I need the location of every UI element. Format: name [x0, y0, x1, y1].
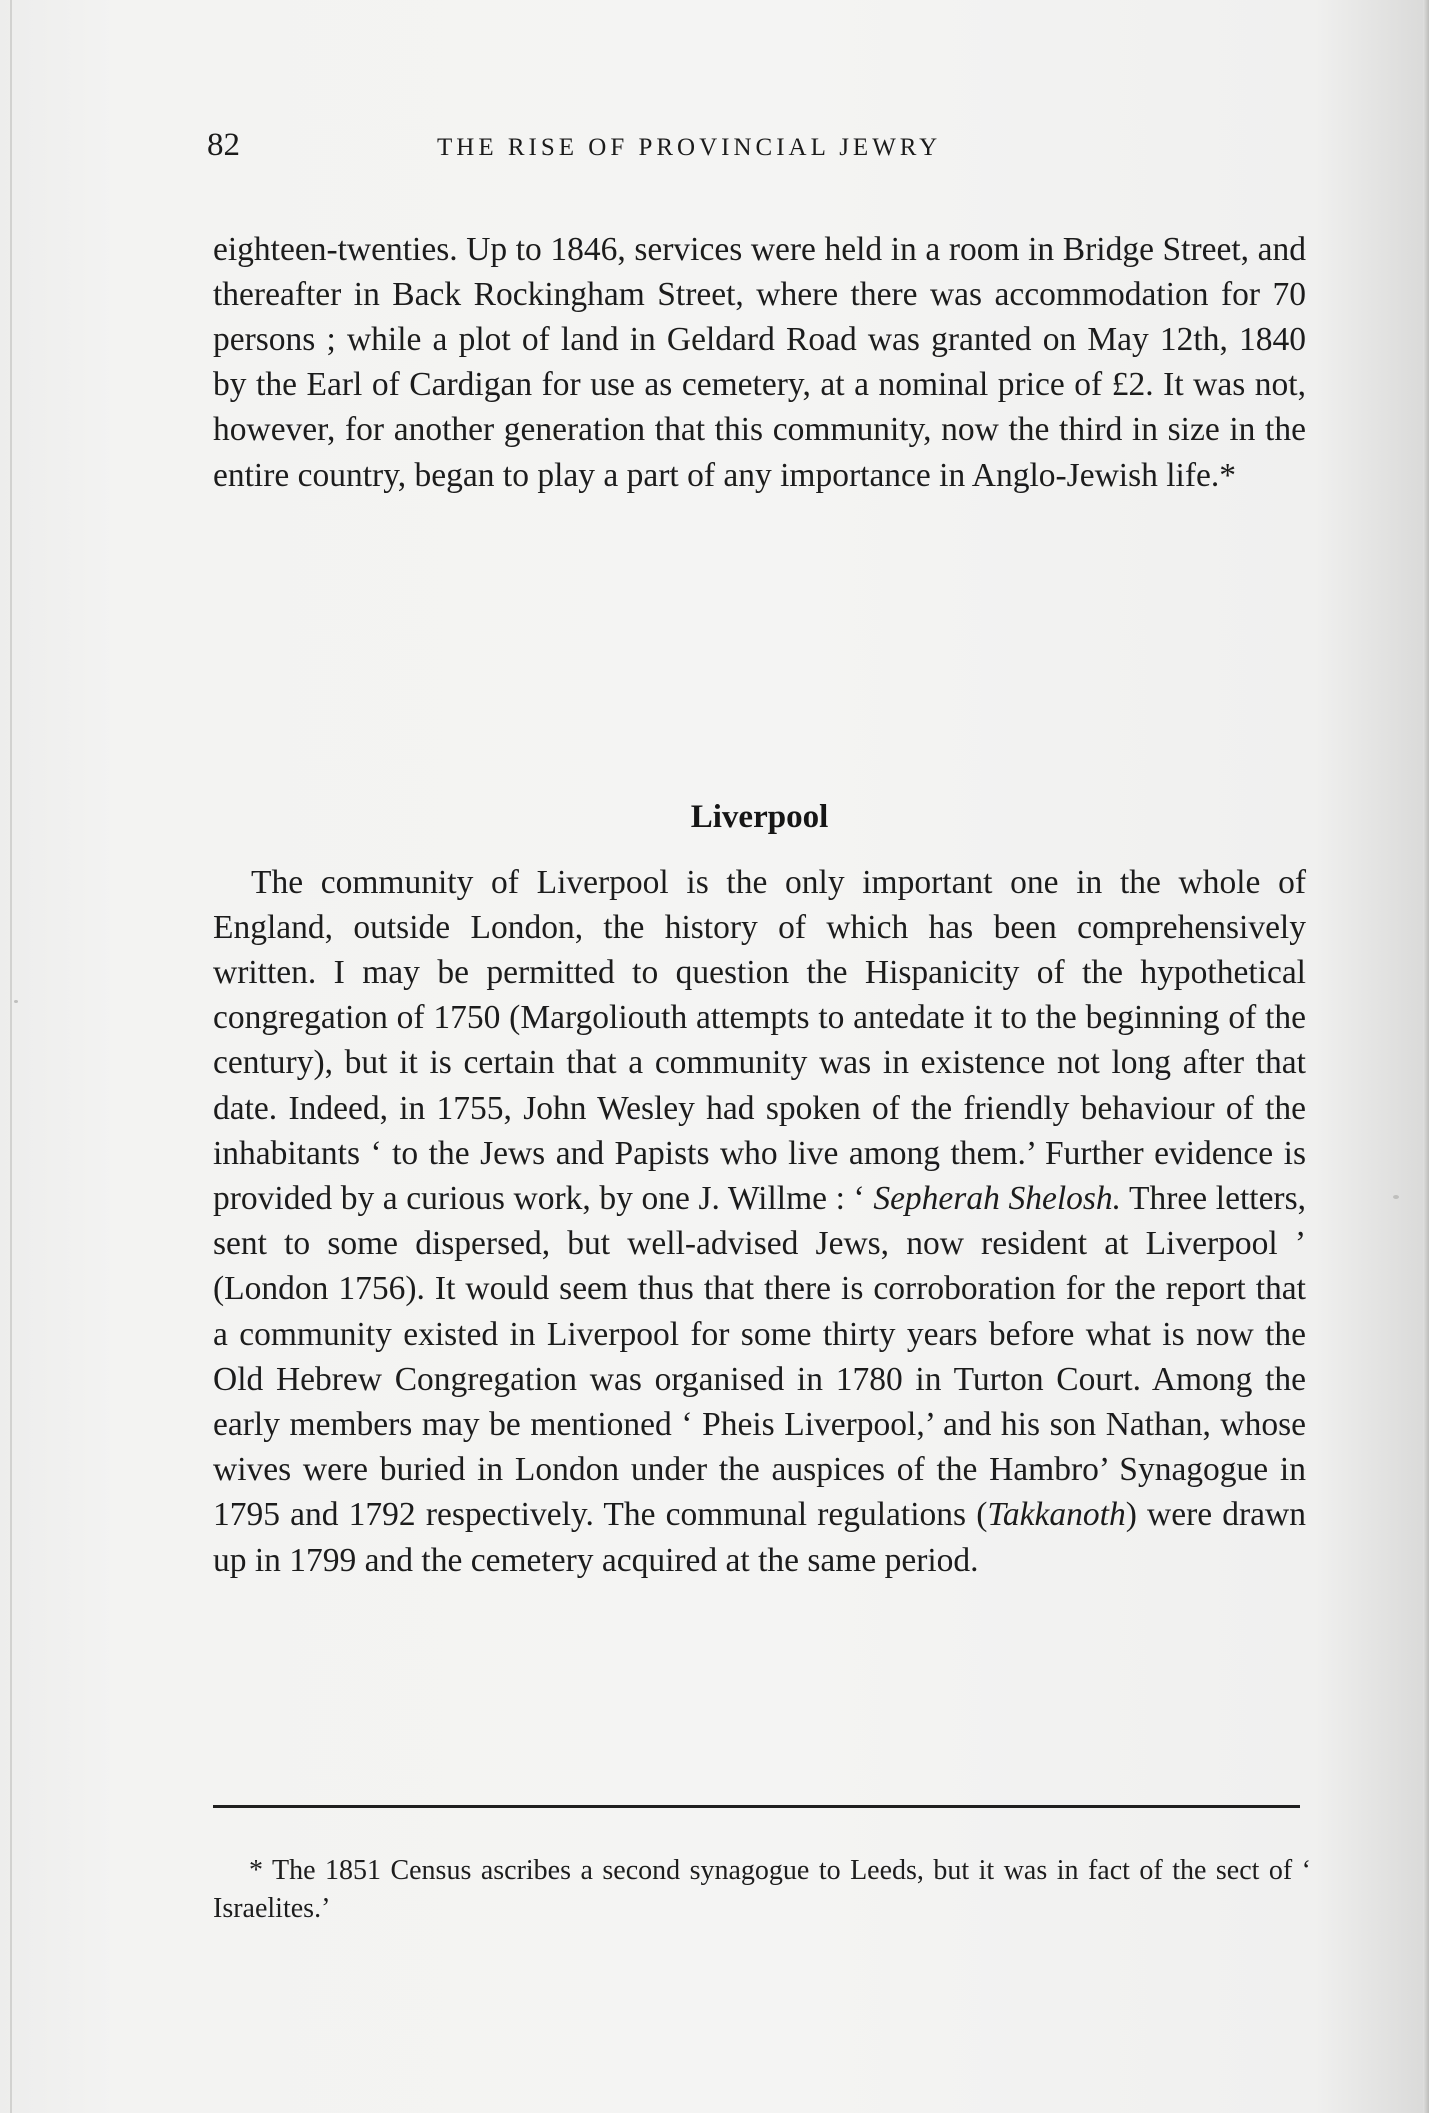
- page-number: 82: [207, 127, 240, 163]
- paragraph-liverpool-part-1: The community of Liverpool is the only important one in the whole of England, outside London, the history of which has been comprehensively written. I may be permitted to question the Hispanicity of the hypothetical congregation of 1750 (Margoliouth attempts to antedate it to the beginning of the century), but it is certain that a community was in existence not long after that date. Indeed, in 1755, John Wesley had spoken of the friendly behaviour of the inhabitants ‘ to the Jews and Papists who live among them.’ Further evidence is provided by a curious work, by one J. Willme : ‘: [213, 863, 1306, 1217]
- paragraph-liverpool: [213, 860, 1306, 1583]
- page-edge-right: [1423, 0, 1429, 2113]
- footnote: * The 1851 Census ascribes a second synagogue to Leeds, but it was in fact of the sect of ‘ Israelites.’: [213, 1855, 1311, 1924]
- paper-speck: [14, 1000, 18, 1003]
- paper-speck: [1393, 1195, 1399, 1199]
- page-edge-left: [10, 0, 12, 2113]
- term-takkanoth: Takkanoth: [987, 1496, 1126, 1534]
- running-title: THE RISE OF PROVINCIAL JEWRY: [437, 134, 942, 161]
- paragraph-liverpool-part-3: ) were drawn up in 1799 and the cemetery acquired at the same period.: [213, 1496, 1306, 1579]
- footnote-rule: [213, 1805, 1300, 1808]
- running-head: [207, 124, 1303, 174]
- book-title-sepherah-shelosh: Sepherah Shelosh.: [873, 1179, 1122, 1217]
- paragraph-liverpool-part-2: Three letters, sent to some dispersed, but well-advised Jews, now resident at Liverpool ’ (London 1756). It would seem thus that there is corroboration for the report that a community existed in Liverpool for some thirty years before what is now the Old Hebrew Congregation was organised in 1780 in Turton Court. Among the early members may be mentioned ‘ Pheis Liverpool,’ and his son Nathan, whose wives were buried in London under the auspices of the Hambro’ Synagogue in 1795 and 1792 respectively. The communal regulations (: [213, 1179, 1307, 1534]
- paragraph-leeds-continuation: eighteen-twenties. Up to 1846, services were held in a room in Bridge Street, and thereafter in Back Rockingham Street, where there was accommodation for 70 persons ; while a plot of land in Geldard Road was granted on May 12th, 1840 by the Earl of Cardigan for use as cemetery, at a nominal price of £2. It was not, however, for another generation that this community, now the third in size in the entire country, began to play a part of any importance in Anglo-Jewish life.*: [213, 230, 1306, 494]
- section-heading-liverpool: Liverpool: [690, 799, 829, 836]
